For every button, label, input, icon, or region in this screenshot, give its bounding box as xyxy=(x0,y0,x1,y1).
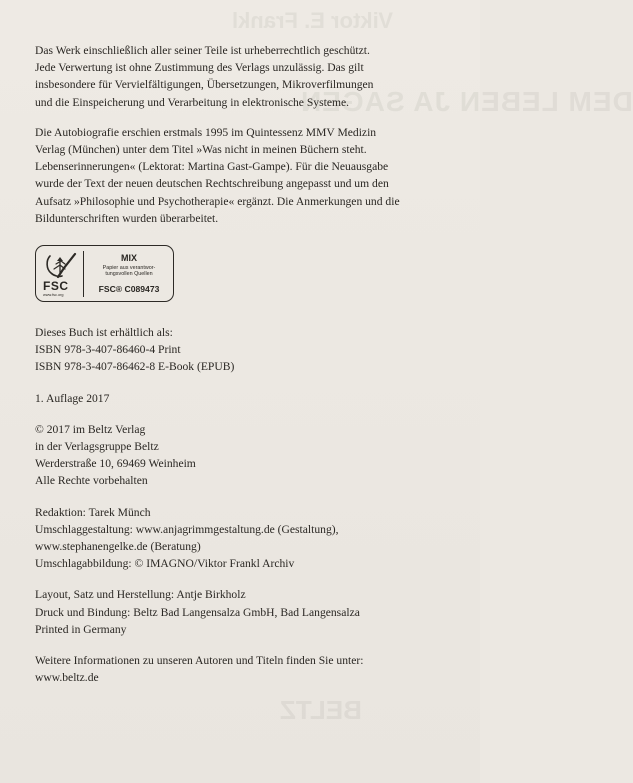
fsc-description xyxy=(86,265,172,278)
imprint-text xyxy=(35,42,455,686)
fsc-letters: FSC xyxy=(43,279,69,294)
fsc-url: www.fsc.org xyxy=(43,293,64,298)
availability-line: Dieses Buch ist erhältlich als: xyxy=(35,326,173,340)
edition-line: 1. Auflage 2017 xyxy=(35,391,110,405)
publication-line: Aufsatz »Philosophie und Psychotherapie« ergänzt. Die Anmerkungen und die xyxy=(35,194,400,208)
more-info xyxy=(35,652,455,686)
fsc-description-line: Papier aus verantwor- xyxy=(102,265,156,272)
credits-line: Umschlaggestaltung: www.anjagrimmgestaltung.de (Gestaltung), xyxy=(35,522,339,536)
production-line: Printed in Germany xyxy=(35,622,127,636)
website: www.beltz.de xyxy=(35,671,99,685)
edition xyxy=(35,390,455,407)
fsc-mix-heading: MIX xyxy=(120,253,137,264)
copyright-line: insbesondere für Vervielfältigungen, Übersetzungen, Mikroverfilmungen xyxy=(35,78,374,92)
fsc-mix-label xyxy=(35,245,174,302)
production-line: Druck und Bindung: Beltz Bad Langensalza GmbH, Bad Langensalza xyxy=(35,605,360,619)
publisher-line: Werderstraße 10, 69469 Weinheim xyxy=(35,457,196,471)
publication-line: Lebenserinnerungen« (Lektorat: Martina Gast-Gampe). Für die Neuausgabe xyxy=(35,160,389,174)
production-line: Layout, Satz und Herstellung: Antje Birkholz xyxy=(35,588,246,602)
copyright-line: Jede Verwertung ist ohne Zustimmung des Verlags unzulässig. Das gilt xyxy=(35,61,364,75)
publisher-line: Alle Rechte vorbehalten xyxy=(35,474,148,488)
publication-line: wurde der Text der neuen deutschen Rechtschreibung angepasst und um den xyxy=(35,177,389,191)
copyright-notice xyxy=(35,42,455,111)
production xyxy=(35,586,455,638)
publication-note xyxy=(35,124,455,227)
fsc-divider xyxy=(83,251,84,297)
isbn-print: ISBN 978-3-407-86460-4 Print xyxy=(35,343,181,357)
publisher-info xyxy=(35,421,455,490)
publisher-line: © 2017 im Beltz Verlag xyxy=(35,422,146,436)
credits-line: www.stephanengelke.de (Beratung) xyxy=(35,540,201,554)
fsc-description-line: tungsvollen Quellen xyxy=(105,271,153,278)
show-through-publisher-logo: BELTZ xyxy=(280,695,362,725)
show-through-author: Viktor E. Frankl xyxy=(232,8,393,33)
credits-line: Umschlagabbildung: © IMAGNO/Viktor Frankl Archiv xyxy=(35,557,295,571)
publisher-line: in der Verlagsgruppe Beltz xyxy=(35,440,159,454)
availability xyxy=(35,324,455,376)
publication-line: Die Autobiografie erschien erstmals 1995 im Quintessenz MMV Medizin xyxy=(35,125,377,139)
fsc-license-code: FSC® C089473 xyxy=(98,284,160,295)
isbn-ebook: ISBN 978-3-407-86462-8 E-Book (EPUB) xyxy=(35,360,235,374)
copyright-line: und die Einspeicherung und Verarbeitung in elektronische Systeme. xyxy=(35,95,350,109)
show-through-title: DEM LEBEN JA SAGEN xyxy=(300,86,633,117)
copyright-line: Das Werk einschließlich aller seiner Teile ist urheberrechtlich geschützt. xyxy=(35,44,370,57)
publication-line: Verlag (München) unter dem Titel »Was nicht in meinen Büchern steht. xyxy=(35,143,367,157)
more-info-line: Weitere Informationen zu unseren Autoren und Titeln finden Sie unter: xyxy=(35,654,364,668)
credits xyxy=(35,504,455,573)
publication-line: Bildunterschriften wurden überarbeitet. xyxy=(35,211,219,225)
credits-line: Redaktion: Tarek Münch xyxy=(35,505,151,519)
